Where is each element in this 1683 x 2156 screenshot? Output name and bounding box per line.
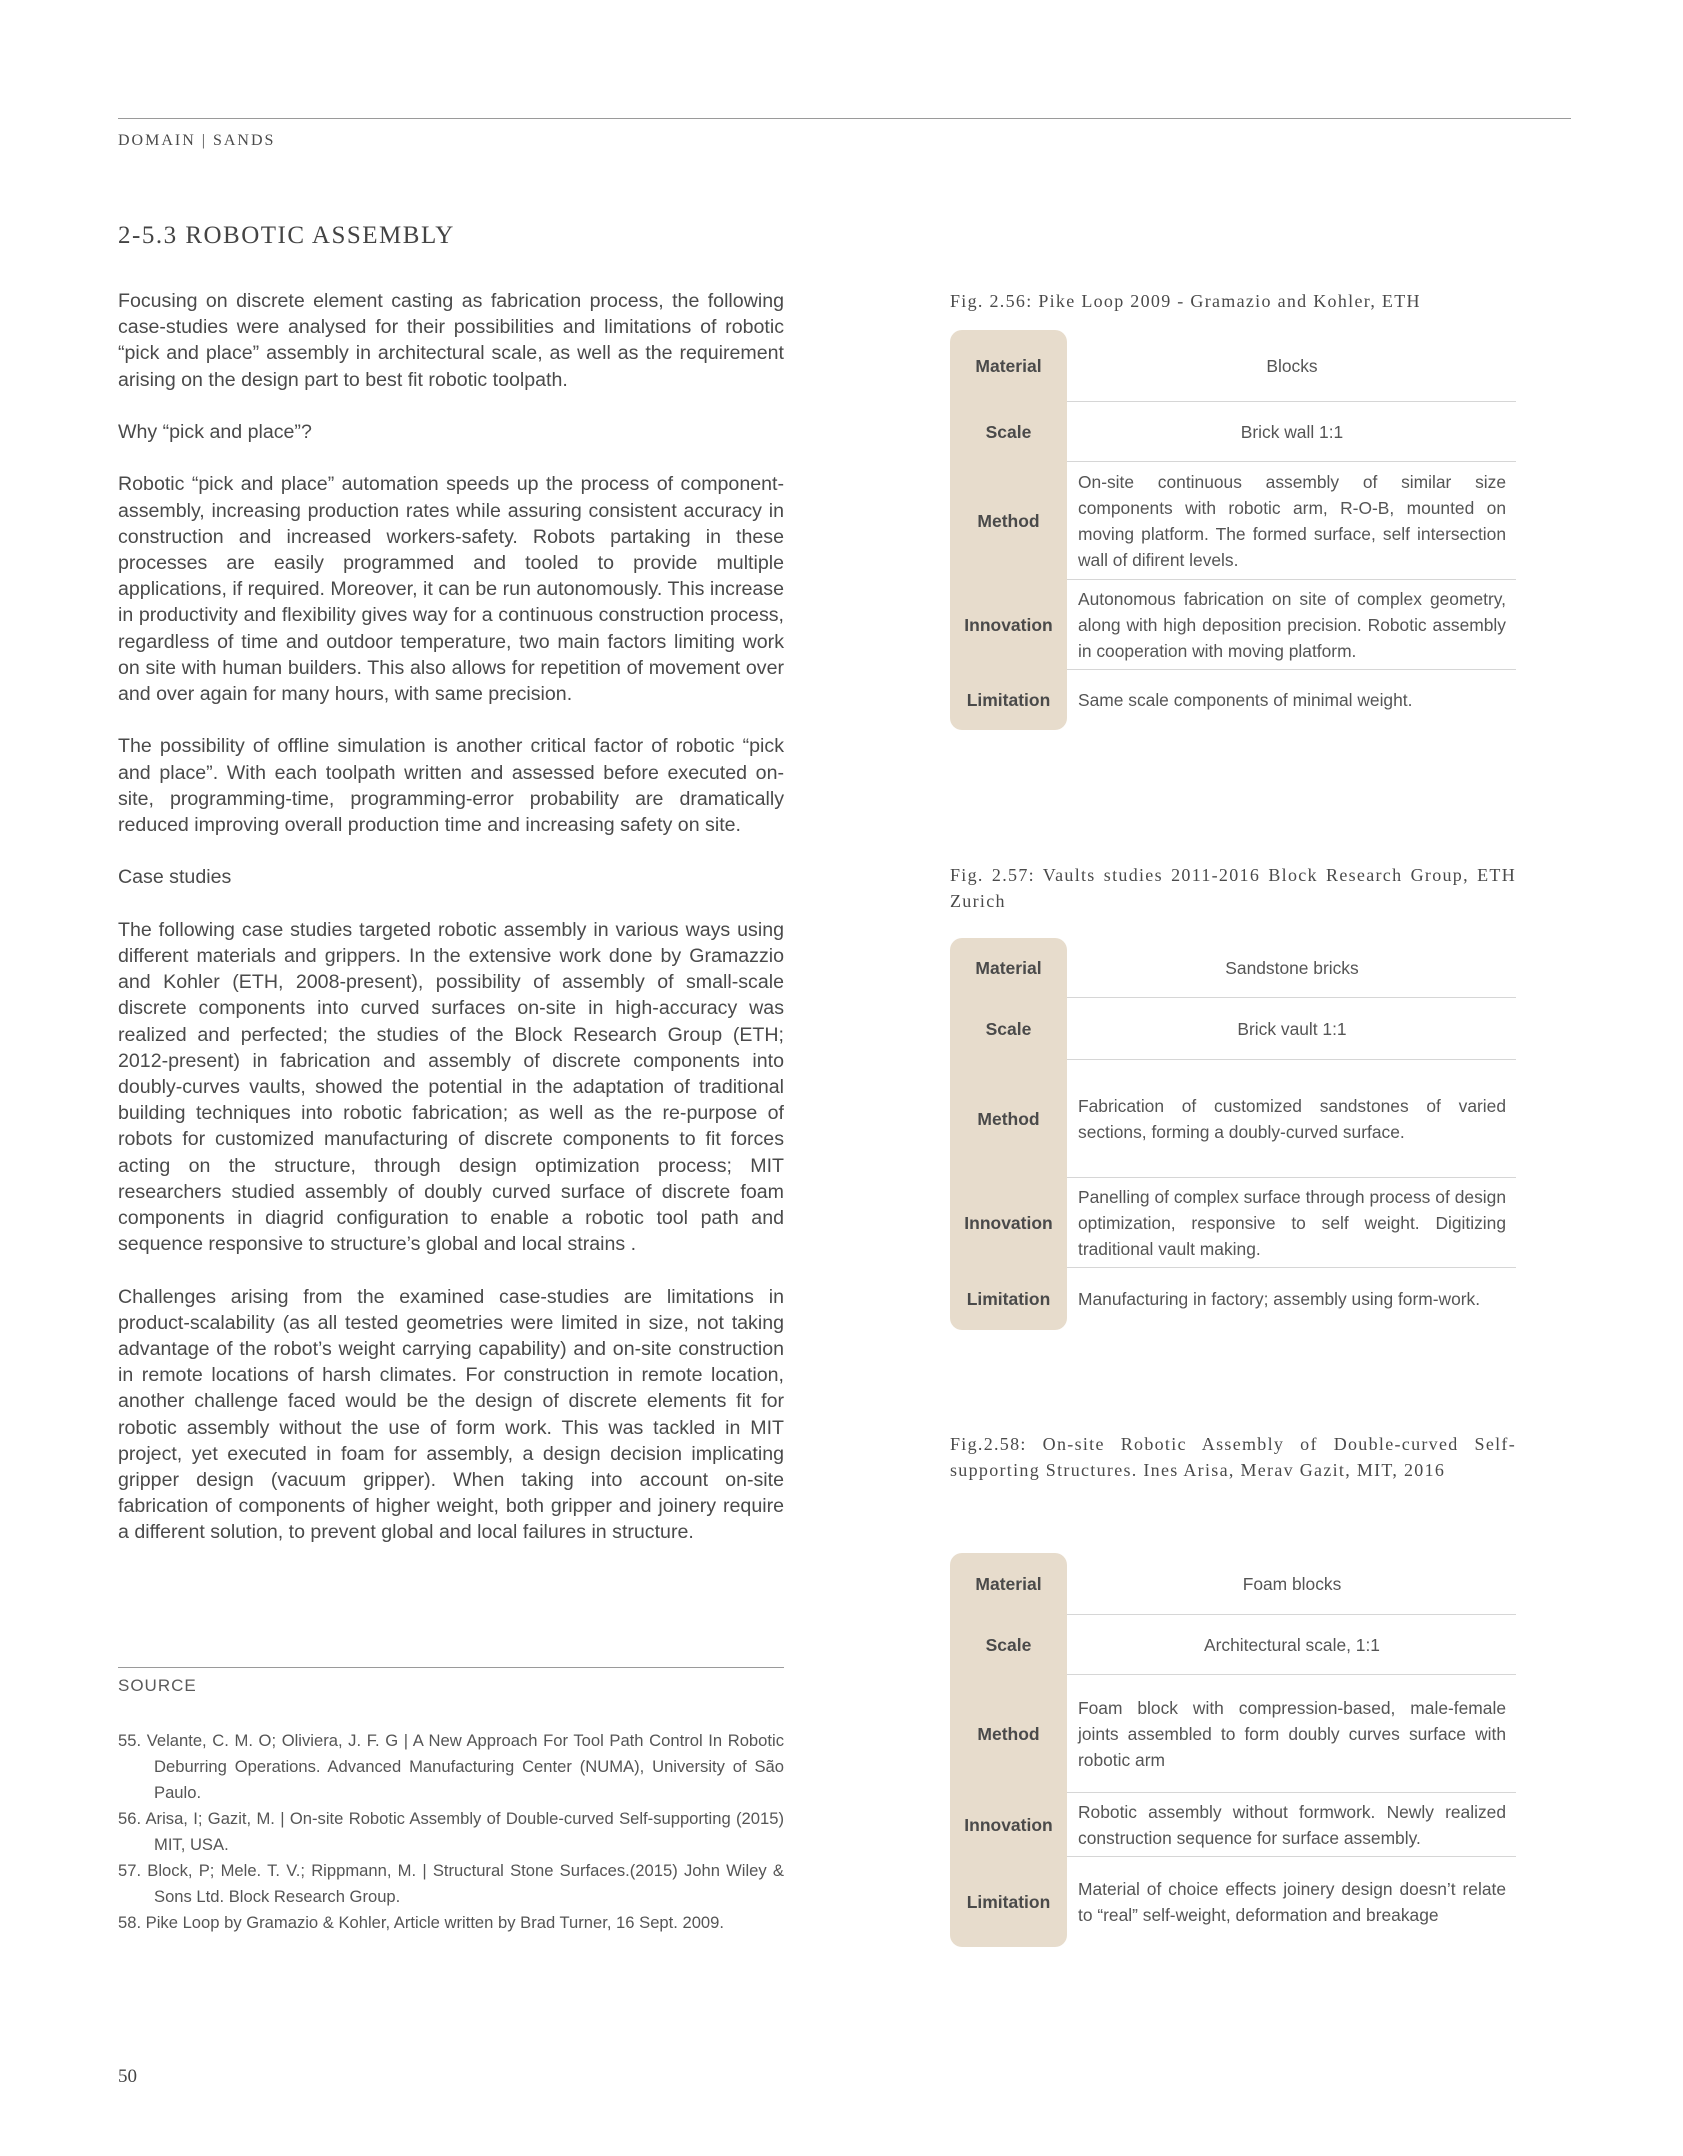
table-row — [950, 1268, 1516, 1330]
reference-item: 56. Arisa, I; Gazit, M. | On-site Robotic Assembly of Double-curved Self-supporting (2015) MIT, USA. — [118, 1809, 784, 1854]
row-value: Sandstone bricks — [1225, 958, 1359, 978]
body-text — [118, 288, 784, 1572]
figure-caption: Fig.2.58: On-site Robotic Assembly of Double-curved Self-supporting Structures. Ines Arisa, Merav Gazit, MIT, 2016 — [950, 1434, 1516, 1480]
row-label: Material — [975, 957, 1042, 978]
table-row — [950, 1553, 1516, 1615]
table-row — [950, 670, 1516, 730]
row-value: Fabrication of customized sandstones of varied sections, forming a doubly-curved surface. — [1078, 1096, 1506, 1142]
table-row — [950, 462, 1516, 580]
section-title: 2-5.3 ROBOTIC ASSEMBLY — [118, 222, 455, 249]
row-value: Blocks — [1266, 356, 1318, 376]
running-header: DOMAIN | SANDS — [118, 132, 276, 149]
table-row — [950, 998, 1516, 1060]
row-value: On-site continuous assembly of similar size components with robotic arm, R-O-B, mounted on moving platform. The formed surface, self intersection wall of difirent levels. — [1078, 472, 1506, 570]
paragraph: The following case studies targeted robotic assembly in various ways using different materials and grippers. In the extensive work done by Gramazzio and Kohler (ETH, 2008-present), possibility of assembly of small-scale discrete components into curved surfaces on-site in high-accuracy was realized and perfected; the studies of the Block Research Group (ETH; 2012-present) in fabrication and assembly of discrete components into doubly-curves vaults, showed the potential in the adaptation of traditional building techniques into robotic fabrication; as well as the re-purpose of robots for customized manufacturing of discrete components to fit forces acting on the structure, through design optimization process; MIT researchers studied assembly of doubly curved surface of discrete foam components in diagrid configuration to enable a robotic tool path and sequence responsive to structure’s global and local strains . — [118, 918, 784, 1256]
table-row — [950, 1675, 1516, 1793]
case-study-table — [950, 1553, 1516, 1947]
paragraph: Robotic “pick and place” automation speeds up the process of component-assembly, increasing production rates while assuring consistent accuracy in construction and increased workers-safety. Robots partaking in these processes are easily programmed and tooled to provide multiple applications, if required. Moreover, it can be run autonomously. This increase in productivity and flexibility gives way for a continuous construction process, regardless of time and outdoor temperature, two main factors limiting work on site with human builders. This also allows for repetition of movement over and over again for many hours, with same precision. — [118, 473, 784, 706]
row-label: Innovation — [964, 614, 1053, 635]
reference-item: 55. Velante, C. M. O; Oliviera, J. F. G | A New Approach For Tool Path Control In Robotic Deburring Operations. Advanced Manufacturing Center (NUMA), University of São Paulo. — [118, 1731, 784, 1802]
row-value: Material of choice effects joinery design doesn’t relate to “real” self-weight, deformation and breakage — [1078, 1879, 1506, 1925]
row-label: Method — [977, 1723, 1040, 1744]
row-value: Foam blocks — [1242, 1574, 1342, 1594]
table-row — [950, 938, 1516, 998]
row-label: Innovation — [964, 1212, 1053, 1233]
table-row — [950, 1793, 1516, 1857]
source-heading: SOURCE — [118, 1676, 197, 1695]
row-value: Panelling of complex surface through process of design optimization, responsive to self weight. Digitizing traditional vault making. — [1078, 1187, 1506, 1259]
table-row — [950, 1178, 1516, 1268]
table-row — [950, 330, 1516, 402]
row-label: Scale — [985, 1018, 1032, 1039]
row-label: Material — [975, 1573, 1042, 1594]
table-row — [950, 1060, 1516, 1178]
row-label: Limitation — [966, 1288, 1051, 1309]
row-value: Robotic assembly without formwork. Newly realized construction sequence for surface assembly. — [1078, 1802, 1506, 1848]
row-label: Method — [977, 510, 1040, 531]
table-row — [950, 1615, 1516, 1675]
row-label: Scale — [985, 1634, 1032, 1655]
row-label: Innovation — [964, 1814, 1053, 1835]
row-value: Same scale components of minimal weight. — [1078, 690, 1413, 710]
reference-list — [118, 1728, 784, 1936]
reference-item: 57. Block, P; Mele. T. V.; Rippmann, M. | Structural Stone Surfaces.(2015) John Wiley & Sons Ltd. Block Research Group. — [118, 1861, 784, 1906]
row-label: Material — [975, 355, 1042, 376]
row-value: Autonomous fabrication on site of complex geometry, along with high deposition precision. Robotic assembly in cooperation with moving platform. — [1078, 589, 1506, 661]
figure-caption: Fig. 2.56: Pike Loop 2009 - Gramazio and Kohler, ETH — [950, 291, 1421, 311]
paragraph: The possibility of offline simulation is another critical factor of robotic “pick and place”. With each toolpath written and assessed before executed on-site, programming-time, programming-error probability are dramatically reduced improving overall production time and increasing safety on site. — [118, 735, 784, 837]
table-row — [950, 580, 1516, 670]
table-row — [950, 402, 1516, 462]
row-label: Method — [977, 1108, 1040, 1129]
header-rule — [118, 118, 1571, 119]
row-value: Architectural scale, 1:1 — [1204, 1635, 1380, 1655]
row-value: Brick wall 1:1 — [1240, 422, 1344, 442]
source-rule — [118, 1667, 784, 1668]
paragraph: Why “pick and place”? — [118, 421, 312, 443]
case-study-table — [950, 938, 1516, 1330]
figure-caption: Fig. 2.57: Vaults studies 2011-2016 Block Research Group, ETH Zurich — [950, 865, 1516, 911]
row-value: Brick vault 1:1 — [1237, 1019, 1347, 1039]
case-study-table — [950, 330, 1516, 730]
paragraph: Challenges arising from the examined case-studies are limitations in product-scalability (as all tested geometries were limited in size, not taking advantage of the robot’s weight carrying capability) and on-site construction in remote locations of harsh climates. For construction in remote location, another challenge faced would be the design of discrete elements fit for robotic assembly without the use of form work. This was tackled in MIT project, yet executed in foam for assembly, a design decision implicating gripper design (vacuum gripper). When taking into account on-site fabrication of components of higher weight, both gripper and joinery require a different solution, to prevent global and local failures in structure. — [118, 1285, 784, 1544]
page-number: 50 — [118, 2066, 137, 2087]
paragraph: Focusing on discrete element casting as fabrication process, the following case-studies were analysed for their possibilities and limitations of robotic “pick and place” assembly in architectural scale, as well as the requirement arising on the design part to best fit robotic toolpath. — [118, 290, 784, 391]
row-label: Scale — [985, 421, 1032, 442]
row-label: Limitation — [966, 1891, 1051, 1912]
row-value: Foam block with compression-based, male-female joints assembled to form doubly curves surface with robotic arm — [1078, 1698, 1506, 1770]
row-value: Manufacturing in factory; assembly using form-work. — [1078, 1289, 1481, 1309]
row-label: Limitation — [966, 689, 1051, 710]
paragraph: Case studies — [118, 866, 232, 889]
reference-item: 58. Pike Loop by Gramazio & Kohler, Article written by Brad Turner, 16 Sept. 2009. — [118, 1913, 725, 1932]
table-row — [950, 1857, 1516, 1947]
